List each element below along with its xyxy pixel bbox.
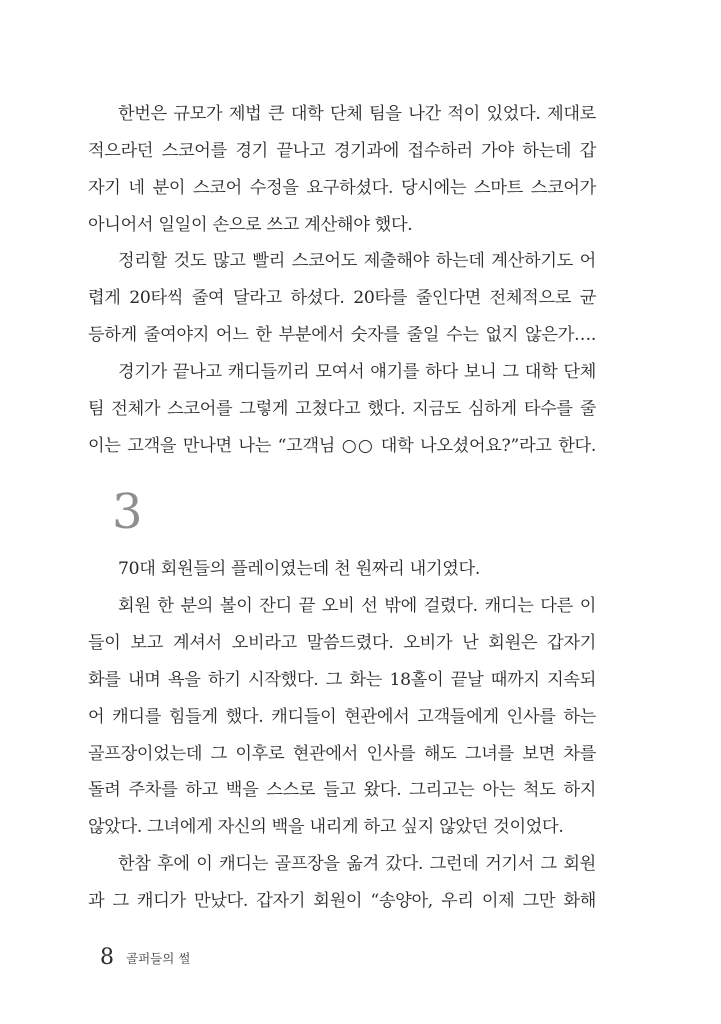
paragraph-line: 않았다. 그녀에게 자신의 백을 내리게 하고 싶지 않았던 것이었다.: [88, 817, 564, 837]
paragraph-line: 과 그 캐디가 만났다. 갑자기 회원이 “송양아, 우리 이제 그만 화해: [88, 891, 596, 911]
paragraph-line: 한번은 규모가 제법 큰 대학 단체 팀을 나간 적이 있었다. 제대로: [118, 104, 596, 124]
paragraph-line: 적으라던 스코어를 경기 끝나고 경기과에 접수하러 가야 하는데 갑: [88, 141, 596, 161]
paragraph-line: 정리할 것도 많고 빨리 스코어도 제출해야 하는데 계산하기도 어: [118, 251, 596, 271]
paragraph-line: 어 캐디를 힘들게 했다. 캐디들이 현관에서 고객들에게 인사를 하는: [88, 707, 596, 727]
paragraph-line: 아니어서 일일이 손으로 쓰고 계산해야 했다.: [88, 215, 413, 235]
paragraph-line: 경기가 끝나고 캐디들끼리 모여서 얘기를 하다 보니 그 대학 단체: [118, 362, 596, 382]
paragraph-line: 한참 후에 이 캐디는 골프장을 옮겨 갔다. 그런데 거기서 그 회원: [118, 854, 596, 874]
paragraph-line: 들이 보고 계셔서 오비라고 말씀드렸다. 오비가 난 회원은 갑자기: [88, 633, 596, 653]
paragraph-line: 렵게 20타씩 줄여 달라고 하셨다. 20타를 줄인다면 전체적으로 균: [88, 288, 596, 308]
paragraph-line: 골프장이었는데 그 이후로 현관에서 인사를 해도 그녀를 보면 차를: [88, 744, 596, 764]
page-number: 8: [100, 945, 114, 970]
paragraph-line: 돌려 주차를 하고 백을 스스로 들고 왔다. 그리고는 아는 척도 하지: [88, 780, 596, 800]
paragraph-line: 팀 전체가 스코어를 그렇게 고쳤다고 했다. 지금도 심하게 타수를 줄: [88, 399, 596, 419]
running-title: 골퍼들의 썰: [126, 951, 191, 966]
paragraph-line: 화를 내며 욕을 하기 시작했다. 그 화는 18홀이 끝날 때까지 지속되: [88, 670, 596, 690]
paragraph-line: 회원 한 분의 볼이 잔디 끝 오비 선 밖에 걸렸다. 캐디는 다른 이: [118, 596, 596, 616]
chapter-number: 3: [112, 484, 143, 540]
paragraph-line: 자기 네 분이 스코어 수정을 요구하셨다. 당시에는 스마트 스코어가: [88, 178, 596, 198]
paragraph-line: 이는 고객을 만나면 나는 “고객님 ○○ 대학 나오셨어요?”라고 한다.: [88, 436, 596, 456]
paragraph-line: 등하게 줄여야지 어느 한 부분에서 숫자를 줄일 수는 없지 않은가….: [88, 325, 596, 345]
paragraph-line: 70대 회원들의 플레이였는데 천 원짜리 내기였다.: [118, 559, 481, 579]
